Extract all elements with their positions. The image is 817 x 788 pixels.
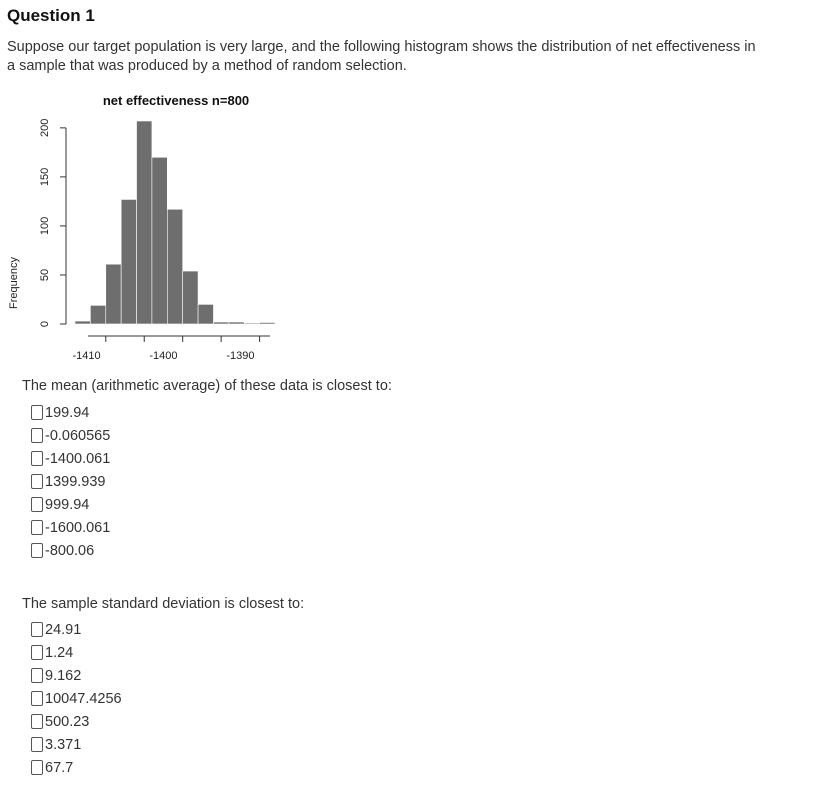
mean-options-list — [31, 401, 110, 562]
question-intro: Suppose our target population is very large, and the following histogram shows the distribution of net effectiveness in a sample that was produced by a method of random selection. — [7, 39, 756, 74]
mean-option[interactable]: -1400.061 — [31, 447, 110, 470]
histogram-bar — [244, 323, 259, 324]
sd-option[interactable]: 24.91 — [31, 618, 122, 641]
checkbox[interactable] — [31, 622, 43, 637]
mean-option[interactable]: 1399.939 — [31, 470, 110, 493]
checkbox[interactable] — [31, 691, 43, 706]
histogram-bar — [213, 322, 228, 324]
histogram-bar — [121, 199, 136, 324]
y-tick-label: 100 — [39, 216, 51, 236]
checkbox[interactable] — [31, 428, 43, 443]
histogram-bar — [152, 157, 167, 324]
y-tick-label: 200 — [39, 118, 51, 138]
x-tick-label: -1400 — [149, 350, 178, 362]
y-tick-label: 0 — [39, 320, 51, 328]
histogram-bar — [229, 322, 244, 324]
histogram-bar — [183, 271, 198, 324]
checkbox[interactable] — [31, 497, 43, 512]
mean-option[interactable]: -0.060565 — [31, 424, 110, 447]
histogram-bar — [260, 323, 275, 325]
y-axis-label: Frequency — [8, 257, 20, 309]
sd-question-prompt: The sample standard deviation is closest to: — [22, 596, 305, 612]
mean-option[interactable]: -1600.061 — [31, 516, 110, 539]
y-tick-label: 150 — [39, 167, 51, 187]
y-tick-label: 50 — [39, 268, 51, 282]
sd-option[interactable]: 10047.4256 — [31, 687, 122, 710]
histogram-bar — [90, 305, 105, 324]
histogram-bar — [137, 121, 152, 324]
histogram-bar — [75, 321, 90, 324]
checkbox[interactable] — [31, 714, 43, 729]
mean-option[interactable]: 199.94 — [31, 401, 110, 424]
x-tick-label: -1410 — [72, 350, 101, 362]
x-tick-label: -1390 — [226, 350, 255, 362]
sd-option[interactable]: 500.23 — [31, 710, 122, 733]
histogram-bar — [106, 264, 121, 324]
histogram-bar — [167, 209, 182, 324]
checkbox[interactable] — [31, 668, 43, 683]
sd-option[interactable]: 3.371 — [31, 733, 122, 756]
mean-option[interactable]: -800.06 — [31, 539, 110, 562]
mean-option[interactable]: 999.94 — [31, 493, 110, 516]
checkbox[interactable] — [31, 760, 43, 775]
sd-option[interactable]: 67.7 — [31, 756, 122, 779]
histogram-bar — [198, 304, 213, 324]
sd-option[interactable]: 1.24 — [31, 641, 122, 664]
checkbox[interactable] — [31, 543, 43, 558]
question-title: Question 1 — [7, 6, 95, 25]
checkbox[interactable] — [31, 405, 43, 420]
checkbox[interactable] — [31, 520, 43, 535]
chart-title: net effectiveness n=800 — [102, 93, 250, 108]
sd-options-list — [31, 618, 122, 779]
sd-option[interactable]: 9.162 — [31, 664, 122, 687]
checkbox[interactable] — [31, 474, 43, 489]
mean-question-prompt: The mean (arithmetic average) of these data is closest to: — [22, 378, 392, 394]
histogram-chart — [0, 88, 300, 368]
checkbox[interactable] — [31, 451, 43, 466]
checkbox[interactable] — [31, 737, 43, 752]
checkbox[interactable] — [31, 645, 43, 660]
